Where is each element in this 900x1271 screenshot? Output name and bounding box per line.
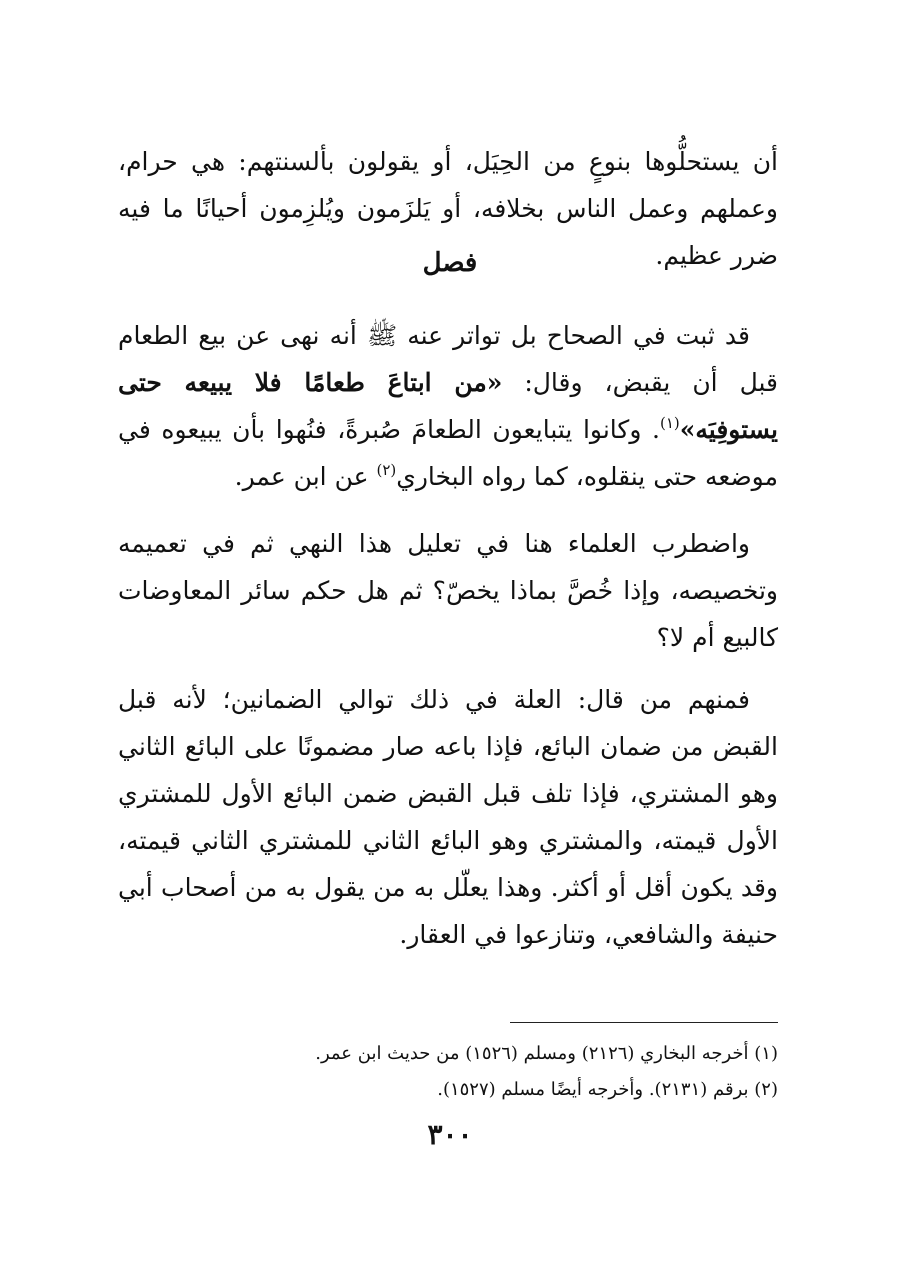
paragraph-scholars: واضطرب العلماء هنا في تعليل هذا النهي ثم في تعميمه وتخصيصه، وإذا خُصَّ بماذا يخصّ؟ ثم هل حكم سائر المعاوضات كالبيع أم لا؟: [118, 529, 778, 652]
footnote-item: [118, 1040, 778, 1068]
hadith-quote: «من ابتاعَ طعامًا فلا يبيعه حتى يستوفِيَه»: [118, 368, 778, 444]
footnote-marker: (٢): [754, 1079, 778, 1100]
paragraph-text: قد ثبت في الصحاح بل تواتر عنه ﷺ أنه نهى عن بيع الطعام قبل أن يقبض، وقال:: [118, 321, 779, 397]
page-number: ٣٠٠: [427, 1118, 473, 1151]
footnote-item: [118, 1076, 778, 1104]
intro-paragraph: أن يستحلُّوها بنوعٍ من الحِيَل، أو يقولون بألسنتهم: هي حرام، وعملهم وعمل الناس بخلافه، أو يَلزَمون ويُلزِمون أحيانًا ما فيه ضرر عظيم.: [118, 147, 778, 270]
section-heading: فصل: [422, 248, 478, 278]
footnote-text: أخرجه البخاري (٢١٢٦) ومسلم (١٥٢٦) من حديث ابن عمر.: [315, 1043, 749, 1064]
footnote-marker: (١): [754, 1043, 778, 1064]
footnote-ref-1: (١): [659, 414, 680, 432]
paragraph-hadith: [118, 312, 778, 500]
paragraph-text: . وكانوا يتبايعون الطعامَ صُبرةً، فنُهوا بأن يبيعوه في موضعه حتى ينقلوه، كما رواه البخاري: [118, 415, 778, 491]
paragraph-text: عن ابن عمر.: [234, 462, 377, 491]
footnote-text: برقم (٢١٣١). وأخرجه أيضًا مسلم (١٥٢٧).: [437, 1079, 749, 1100]
footnote-separator: [510, 1022, 778, 1023]
footnote-ref-2: (٢): [376, 461, 397, 479]
paragraph-reasoning: فمنهم من قال: العلة في ذلك توالي الضمانين؛ لأنه قبل القبض من ضمان البائع، فإذا باعه صار مضمونًا على البائع الثاني وهو المشتري، فإذا تلف قبل القبض ضمن البائع الأول للمشتري الأول قيمته، والمشتري وهو البائع الثاني للمشتري الثاني قيمته، وقد يكون أقل أو أكثر. وهذا يعلّل به من يقول به من أصحاب أبي حنيفة والشافعي، وتنازعوا في العقار.: [118, 685, 778, 949]
